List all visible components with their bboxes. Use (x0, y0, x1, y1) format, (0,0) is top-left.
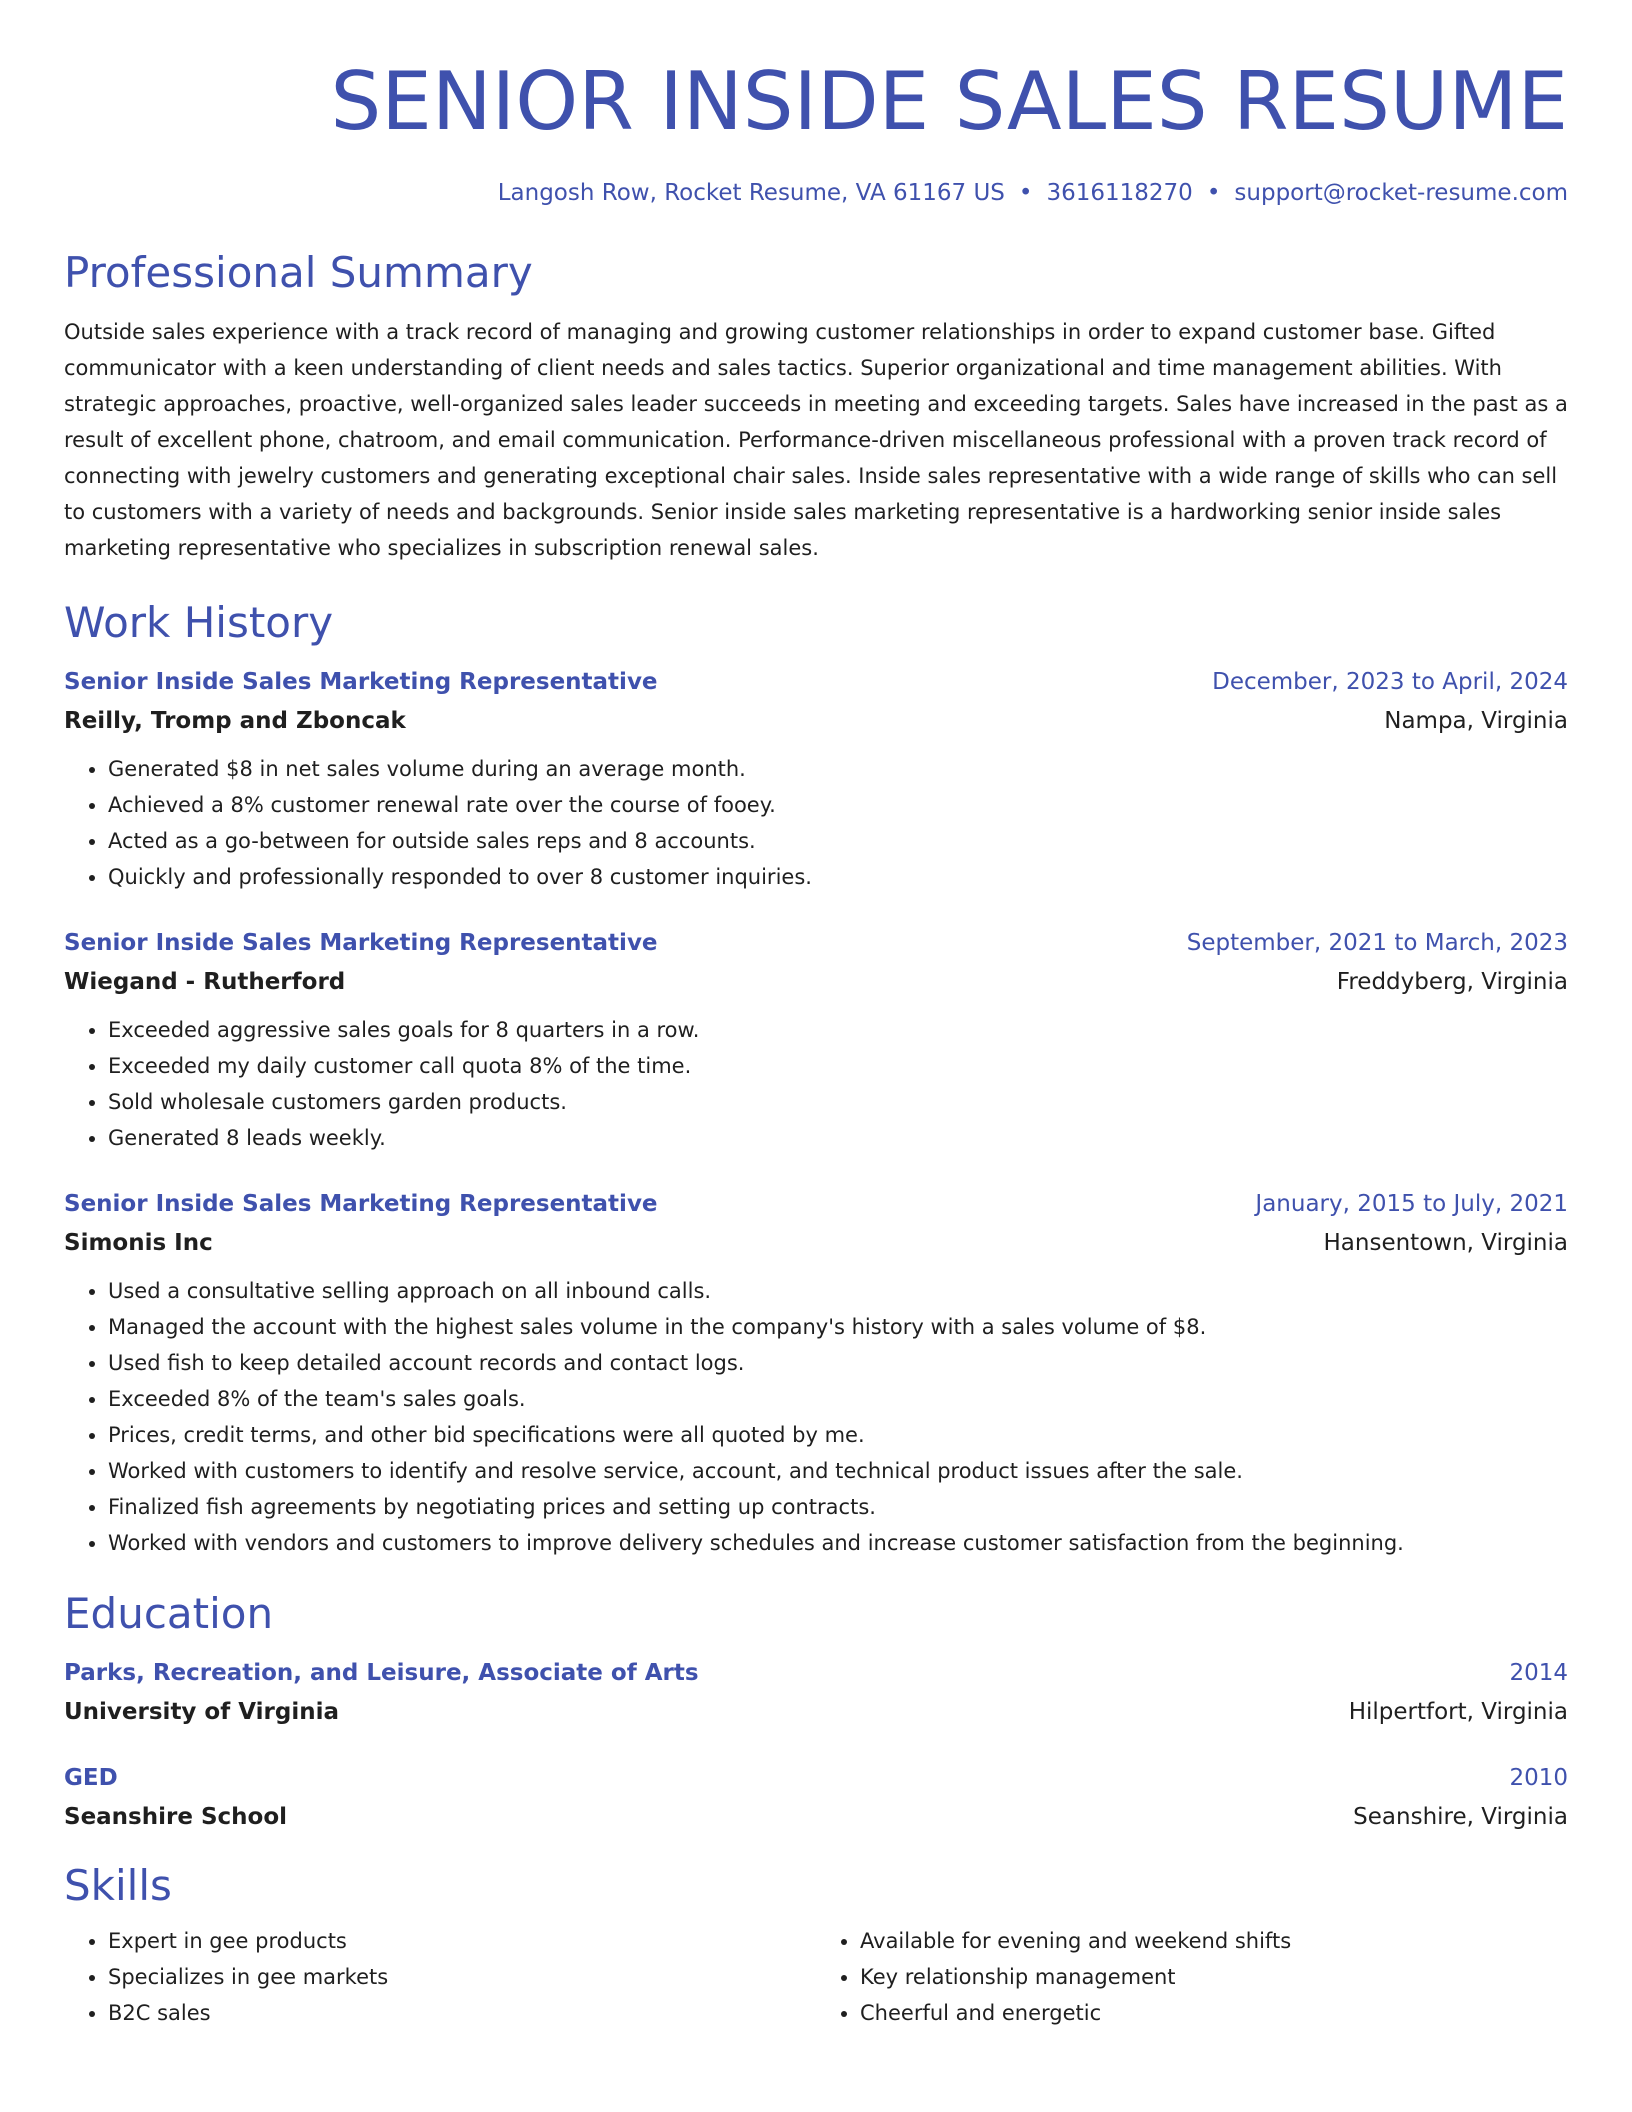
job-location: Nampa, Virginia (1384, 708, 1568, 734)
job-bullet: • Worked with vendors and customers to improve delivery schedules and increase customer satisfaction from the beginning. (108, 1525, 1568, 1561)
job-entry (64, 666, 1568, 895)
job-location: Hansentown, Virginia (1323, 1230, 1568, 1256)
summary-heading: Professional Summary (64, 248, 533, 297)
job-bullet: • Sold wholesale customers garden products. (108, 1084, 1568, 1120)
job-bullet: • Finalized fish agreements by negotiating prices and setting up contracts. (108, 1489, 1568, 1525)
job-bullet: • Worked with customers to identify and resolve service, account, and technical product issues after the sale. (108, 1453, 1568, 1489)
contact-separator: • (1018, 180, 1033, 206)
education-degree: Parks, Recreation, and Leisure, Associate of Arts (64, 1660, 699, 1686)
job-bullet: • Exceeded aggressive sales goals for 8 quarters in a row. (108, 1012, 1568, 1048)
job-bullet: • Generated $8 in net sales volume during an average month. (108, 751, 1568, 787)
education-school: Seanshire School (64, 1804, 288, 1830)
job-bullet: • Managed the account with the highest sales volume in the company's history with a sales volume of $8. (108, 1309, 1568, 1345)
job-company: Reilly, Tromp and Zboncak (64, 708, 406, 734)
job-title: Senior Inside Sales Marketing Representative (64, 930, 658, 956)
contact-line (64, 178, 1568, 208)
skill-item: • Cheerful and energetic (860, 1995, 1568, 2031)
job-bullet: • Exceeded 8% of the team's sales goals. (108, 1381, 1568, 1417)
job-bullet: • Achieved a 8% customer renewal rate over the course of fooey. (108, 787, 1568, 823)
job-bullets (64, 1012, 1568, 1156)
job-entry (64, 927, 1568, 1156)
skill-item: • Available for evening and weekend shifts (860, 1923, 1568, 1959)
skills-heading: Skills (64, 1861, 172, 1910)
job-title: Senior Inside Sales Marketing Representative (64, 669, 658, 695)
job-bullet: • Prices, credit terms, and other bid specifications were all quoted by me. (108, 1417, 1568, 1453)
job-bullets (64, 1273, 1568, 1561)
job-location: Freddyberg, Virginia (1336, 969, 1568, 995)
job-bullet: • Used a consultative selling approach on all inbound calls. (108, 1273, 1568, 1309)
skill-item: • Expert in gee products (108, 1923, 816, 1959)
skill-item: • Key relationship management (860, 1959, 1568, 1995)
contact-separator: • (1206, 180, 1221, 206)
job-bullet: • Acted as a go-between for outside sales reps and 8 accounts. (108, 823, 1568, 859)
job-bullets (64, 751, 1568, 895)
skill-item: • Specializes in gee markets (108, 1959, 816, 1995)
job-bullet: • Quickly and professionally responded to over 8 customer inquiries. (108, 859, 1568, 895)
job-title: Senior Inside Sales Marketing Representative (64, 1191, 658, 1217)
skills-list-left (64, 1923, 816, 2031)
skills-columns (64, 1923, 1568, 2031)
job-bullet: • Generated 8 leads weekly. (108, 1120, 1568, 1156)
education-year: 2014 (1509, 1660, 1568, 1686)
job-company: Wiegand - Rutherford (64, 969, 346, 995)
resume-title: SENIOR INSIDE SALES RESUME (330, 55, 1568, 148)
education-degree: GED (64, 1765, 118, 1791)
education-location: Seanshire, Virginia (1353, 1804, 1568, 1830)
work-history-heading: Work History (64, 598, 334, 647)
contact-address: Langosh Row, Rocket Resume, VA 61167 US (497, 180, 1005, 206)
education-entry (64, 1657, 1568, 1728)
job-dates: December, 2023 to April, 2024 (1212, 669, 1568, 695)
skills-list-right (816, 1923, 1568, 2031)
contact-email[interactable]: support@rocket-resume.com (1234, 180, 1568, 206)
contact-phone[interactable]: 3616118270 (1046, 180, 1193, 206)
job-dates: September, 2021 to March, 2023 (1186, 930, 1568, 956)
job-dates: January, 2015 to July, 2021 (1255, 1191, 1568, 1217)
education-school: University of Virginia (64, 1699, 340, 1725)
education-entry (64, 1762, 1568, 1833)
summary-text: Outside sales experience with a track record of managing and growing customer relationships in order to expand customer base. Gifted communicator with a keen understanding of client needs and sales tactics. Superior organizational and time management abilities. With strategic approaches, proactive, well-organized sales leader succeeds in meeting and exceeding targets. Sales have increased in the past as a result of excellent phone, chatroom, and email communication. Performance-driven miscellaneous professional with a proven track record of connecting with jewelry customers and generating exceptional chair sales. Inside sales representative with a wide range of skills who can sell to customers with a variety of needs and backgrounds. Senior inside sales marketing representative is a hardworking senior inside sales marketing representative who specializes in subscription renewal sales. (64, 320, 1568, 560)
skill-item: • B2C sales (108, 1995, 816, 2031)
job-bullet: • Used fish to keep detailed account records and contact logs. (108, 1345, 1568, 1381)
job-company: Simonis Inc (64, 1230, 213, 1256)
job-entry (64, 1188, 1568, 1561)
job-bullet: • Exceeded my daily customer call quota 8% of the time. (108, 1048, 1568, 1084)
education-year: 2010 (1509, 1765, 1568, 1791)
education-location: Hilpertfort, Virginia (1348, 1699, 1568, 1725)
education-heading: Education (64, 1589, 274, 1638)
